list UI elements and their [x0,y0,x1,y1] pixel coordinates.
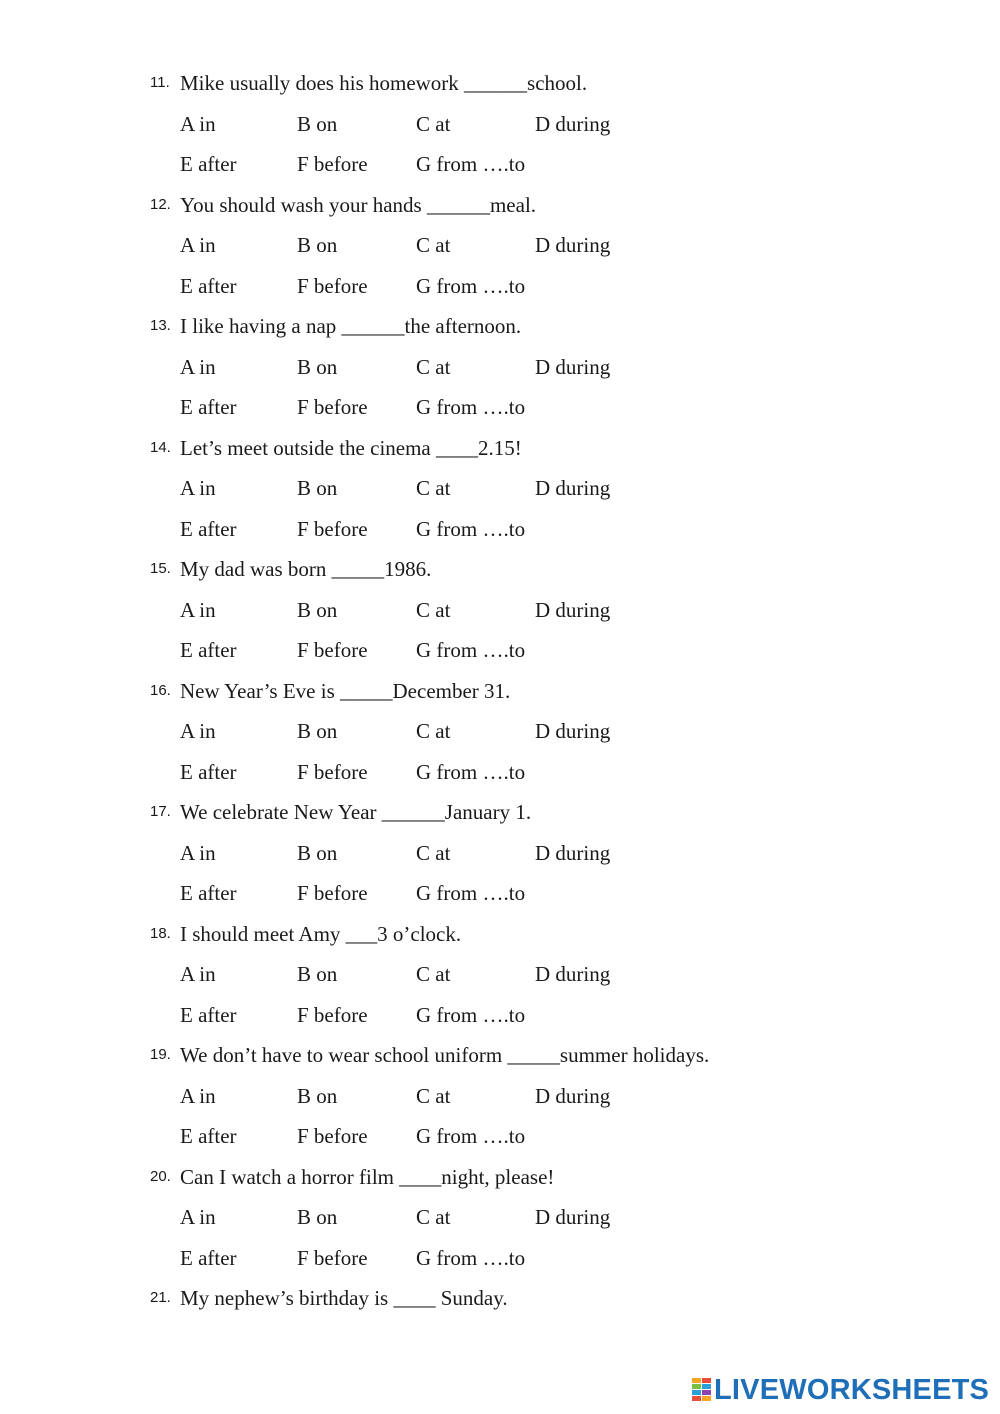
question-line [0,428,1000,469]
option-e[interactable]: E after [180,273,237,298]
options-row-1 [0,1076,1000,1117]
question-text: My nephew’s birthday is ____ Sunday. [180,1286,508,1310]
option-d[interactable]: D during [535,111,611,136]
option-f[interactable]: F before [297,395,368,419]
option-g[interactable]: G from ….to [416,1002,526,1027]
option-b[interactable]: B on [297,233,338,257]
question-17 [0,792,1000,914]
options-row-1 [0,468,1000,509]
option-g[interactable]: G from ….to [416,516,526,541]
option-c[interactable]: C at [416,1083,451,1108]
question-14 [0,428,1000,550]
option-g[interactable]: G from ….to [416,759,526,784]
option-e[interactable]: E after [180,1124,237,1148]
options-row-1 [0,225,1000,266]
option-c[interactable]: C at [416,962,451,986]
options-row-1 [0,347,1000,388]
options-row-2 [0,630,1000,671]
option-f[interactable]: F before [297,273,368,298]
option-c[interactable]: C at [416,476,451,500]
option-a[interactable]: A in [180,1083,216,1108]
option-a[interactable]: A in [180,1205,216,1229]
option-d[interactable]: D during [535,719,611,743]
option-b[interactable]: B on [297,719,338,743]
option-f[interactable]: F before [297,881,368,905]
liveworksheets-logo [692,1374,989,1406]
options-row-2 [0,1238,1000,1279]
question-text: New Year’s Eve is _____December 31. [180,678,511,703]
question-11 [0,63,1000,185]
logo-text: LIVEWORKSHEETS [714,1374,990,1406]
question-line [0,63,1000,104]
question-18 [0,914,1000,1036]
option-e[interactable]: E after [180,638,237,662]
option-d[interactable]: D during [535,1083,611,1108]
question-line [0,792,1000,833]
option-d[interactable]: D during [535,962,611,986]
option-e[interactable]: E after [180,395,237,419]
option-a[interactable]: A in [180,233,216,257]
question-number: 19. [150,1046,171,1063]
option-c[interactable]: C at [416,111,451,136]
option-g[interactable]: G from ….to [416,273,526,298]
option-e[interactable]: E after [180,152,237,176]
option-b[interactable]: B on [297,476,338,500]
options-row-2 [0,266,1000,307]
option-a[interactable]: A in [180,840,216,865]
option-f[interactable]: F before [297,152,368,176]
option-f[interactable]: F before [297,1002,368,1027]
option-c[interactable]: C at [416,597,451,622]
question-15 [0,549,1000,671]
option-c[interactable]: C at [416,719,451,743]
question-text: Can I watch a horror film ____night, please! [180,1164,555,1189]
question-line [0,306,1000,347]
option-f[interactable]: F before [297,1245,368,1270]
option-d[interactable]: D during [535,1205,611,1229]
option-f[interactable]: F before [297,516,368,541]
option-c[interactable]: C at [416,840,451,865]
options-row-1 [0,833,1000,874]
options-row-2 [0,752,1000,793]
option-e[interactable]: E after [180,1002,237,1027]
option-a[interactable]: A in [180,719,216,743]
option-e[interactable]: E after [180,516,237,541]
option-f[interactable]: F before [297,1124,368,1148]
option-b[interactable]: B on [297,354,338,379]
option-b[interactable]: B on [297,1083,338,1108]
option-c[interactable]: C at [416,354,451,379]
option-b[interactable]: B on [297,962,338,986]
question-text: Mike usually does his homework ______school. [180,71,588,95]
question-number: 14. [150,438,171,456]
options-row-1 [0,590,1000,631]
question-16 [0,671,1000,793]
options-row-2 [0,995,1000,1036]
liveworksheets-logo-icon [692,1378,712,1402]
question-number: 13. [150,317,171,334]
option-b[interactable]: B on [297,597,338,622]
option-g[interactable]: G from ….to [416,1245,526,1270]
question-number: 16. [150,681,171,699]
option-f[interactable]: F before [297,759,368,784]
option-e[interactable]: E after [180,759,237,784]
worksheet [0,63,1000,1319]
question-number: 17. [150,803,171,820]
question-line [0,914,1000,955]
option-a[interactable]: A in [180,476,216,500]
option-a[interactable]: A in [180,962,216,986]
question-number: 11. [150,74,170,91]
option-d[interactable]: D during [535,597,611,622]
question-line [0,671,1000,712]
question-number: 18. [150,924,171,942]
options-row-2 [0,873,1000,914]
question-text: My dad was born _____1986. [180,557,432,581]
options-row-1 [0,104,1000,145]
options-row-1 [0,1197,1000,1238]
option-a[interactable]: A in [180,354,216,379]
option-g[interactable]: G from ….to [416,395,526,419]
option-c[interactable]: C at [416,233,451,257]
question-text: I like having a nap ______the afternoon. [180,314,522,338]
option-f[interactable]: F before [297,638,368,662]
question-13 [0,306,1000,428]
question-line [0,549,1000,590]
question-text: We don’t have to wear school uniform _____summer holidays. [180,1043,710,1067]
options-row-2 [0,1116,1000,1157]
option-b[interactable]: B on [297,840,338,865]
question-19 [0,1035,1000,1157]
question-line [0,1035,1000,1076]
option-d[interactable]: D during [535,354,611,379]
question-text: I should meet Amy ___3 o’clock. [180,921,462,946]
option-g[interactable]: G from ….to [416,1124,526,1148]
question-line [0,1157,1000,1198]
question-number: 12. [150,195,171,213]
options-row-2 [0,509,1000,550]
option-b[interactable]: B on [297,1205,338,1229]
question-21 [0,1278,1000,1319]
question-number: 21. [150,1289,171,1306]
option-e[interactable]: E after [180,1245,237,1270]
options-row-2 [0,144,1000,185]
question-12 [0,185,1000,307]
options-row-2 [0,387,1000,428]
question-text: You should wash your hands ______meal. [180,192,537,217]
question-20 [0,1157,1000,1279]
question-line [0,185,1000,226]
question-line [0,1278,1000,1319]
option-e[interactable]: E after [180,881,237,905]
question-text: Let’s meet outside the cinema ____2.15! [180,435,522,460]
option-a[interactable]: A in [180,597,216,622]
options-row-1 [0,711,1000,752]
question-text: We celebrate New Year ______January 1. [180,800,532,824]
question-number: 20. [150,1167,171,1185]
option-b[interactable]: B on [297,111,338,136]
option-g[interactable]: G from ….to [416,881,526,905]
question-number: 15. [150,560,171,577]
options-row-1 [0,954,1000,995]
option-c[interactable]: C at [416,1205,451,1229]
option-g[interactable]: G from ….to [416,152,526,176]
option-g[interactable]: G from ….to [416,638,526,662]
option-d[interactable]: D during [535,476,611,500]
option-a[interactable]: A in [180,111,216,136]
option-d[interactable]: D during [535,840,611,865]
option-d[interactable]: D during [535,233,611,257]
